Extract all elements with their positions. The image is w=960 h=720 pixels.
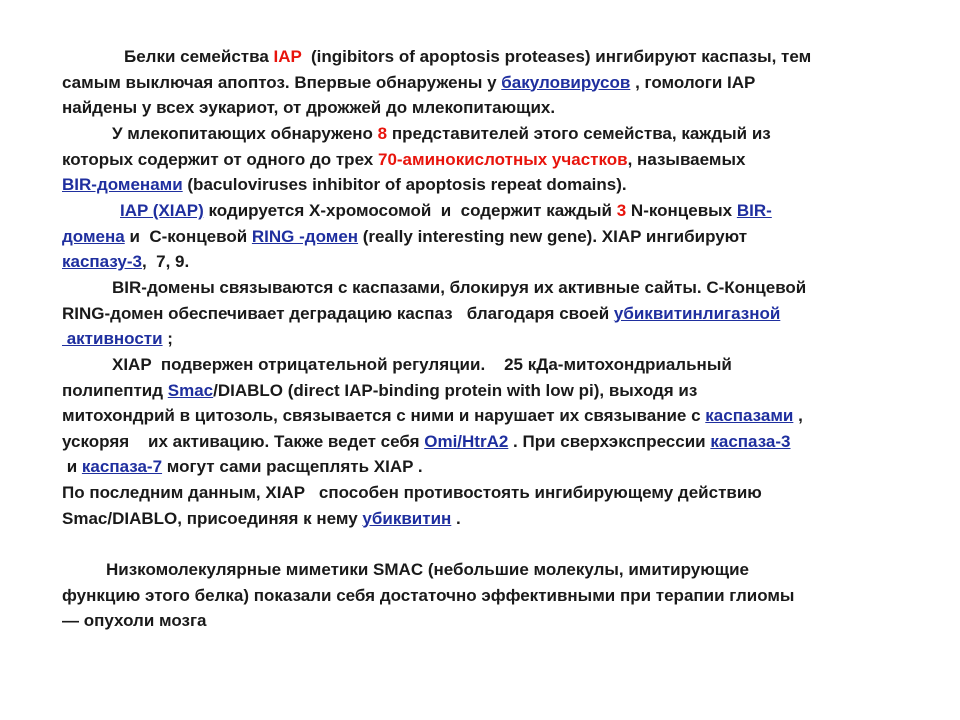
text: полипептид bbox=[62, 380, 168, 400]
paragraph-xiap bbox=[62, 198, 912, 275]
paragraph-regulation bbox=[62, 352, 912, 480]
link-bir-domains[interactable]: BIR-доменами bbox=[62, 175, 183, 194]
link-activity[interactable]: активности bbox=[62, 329, 163, 348]
text: могут сами расщеплять XIAP . bbox=[162, 457, 423, 476]
paragraph-mammals bbox=[62, 121, 912, 198]
text: найдены у всех эукариот, от дрожжей до млекопитающих. bbox=[62, 98, 556, 117]
text: Низкомолекулярные миметики SMAC (небольшие молекулы, имитирующие bbox=[106, 560, 749, 579]
link-domain[interactable]: домена bbox=[62, 226, 125, 246]
link-iap-xiap[interactable]: IAP (XIAP) bbox=[120, 201, 204, 220]
text: митохондрий в цитозоль, связывается с ними и нарушает их связывание с bbox=[62, 406, 706, 425]
text: По последним данным, XIAP способен противостоять ингибирующему действию bbox=[62, 483, 762, 502]
text: . bbox=[451, 508, 461, 528]
text: , 7, 9. bbox=[141, 252, 190, 271]
count-highlight: 3 bbox=[616, 201, 627, 220]
text: XIAP подвержен отрицательной регуляции. 25 кДа-митохондриальный bbox=[112, 355, 732, 374]
text: ; bbox=[162, 329, 173, 348]
text: самым выключая апоптоз. Впервые обнаружены у bbox=[62, 72, 502, 92]
paragraph-smac-mimetics bbox=[62, 557, 912, 634]
count-highlight: 8 bbox=[377, 124, 388, 143]
text: — опухоли мозга bbox=[62, 611, 207, 630]
paragraph-iap-intro bbox=[62, 44, 912, 121]
text: и С-концевой bbox=[124, 226, 252, 246]
link-caspase-7[interactable]: каспаза-7 bbox=[81, 457, 163, 476]
link-bir[interactable]: BIR- bbox=[736, 201, 772, 220]
text: Smac/DIABLO, присоединяя к нему bbox=[62, 508, 363, 528]
text: /DIABLO (direct IAP-binding protein with low pi), выходя из bbox=[213, 380, 698, 400]
text: представителей этого семейства, каждый из bbox=[387, 124, 771, 143]
text: N-концевых bbox=[626, 201, 737, 220]
amino-acid-highlight: 70-аминокислотных участков bbox=[377, 149, 628, 169]
paragraph-bir-domains bbox=[62, 275, 912, 352]
text: (really interesting new gene). XIAP ингибируют bbox=[358, 226, 748, 246]
text: и bbox=[62, 457, 82, 476]
text: кодируется Х-хромосомой и содержит каждый bbox=[203, 201, 617, 220]
text: функцию этого белка) показали себя достаточно эффективными при терапии глиомы bbox=[62, 585, 795, 605]
link-smac[interactable]: Smac bbox=[167, 380, 214, 400]
text: Белки семейства bbox=[124, 47, 274, 66]
text: RING-домен обеспечивает деградацию каспаз благодаря своей bbox=[62, 303, 614, 323]
text: BIR-домены связываются с каспазами, блокируя их активные сайты. С-Концевой bbox=[112, 278, 807, 297]
link-caspase-3[interactable]: каспазу-3 bbox=[62, 252, 142, 271]
text: У млекопитающих обнаружено bbox=[112, 124, 378, 143]
text: , называемых bbox=[627, 149, 746, 169]
text: ускоряя их активацию. Также ведет себя bbox=[62, 431, 425, 451]
text: . При сверхэкспрессии bbox=[508, 431, 711, 451]
link-omi-htra2[interactable]: Omi/HtrA2 bbox=[424, 431, 509, 451]
link-caspases[interactable]: каспазами bbox=[705, 406, 794, 425]
link-ubiquitin[interactable]: убиквитин bbox=[362, 508, 452, 528]
link-caspase-3-overexpression[interactable]: каспаза-3 bbox=[710, 431, 791, 451]
text: , bbox=[793, 406, 803, 425]
paragraph-latest-data bbox=[62, 480, 912, 531]
text: которых содержит от одного до трех bbox=[62, 149, 378, 169]
link-ring-domain[interactable]: RING -домен bbox=[251, 226, 359, 246]
text: (baculoviruses inhibitor of apoptosis repeat domains). bbox=[182, 175, 627, 194]
link-ubiquitin-ligase[interactable]: убиквитинлигазной bbox=[613, 303, 781, 323]
link-baculoviruses[interactable]: бакуловирусов bbox=[501, 72, 631, 92]
iap-highlight: IAP bbox=[273, 47, 302, 66]
text: (ingibitors of apoptosis proteases) ингибируют каспазы, тем bbox=[301, 47, 812, 66]
text: , гомологи IAP bbox=[630, 72, 756, 92]
